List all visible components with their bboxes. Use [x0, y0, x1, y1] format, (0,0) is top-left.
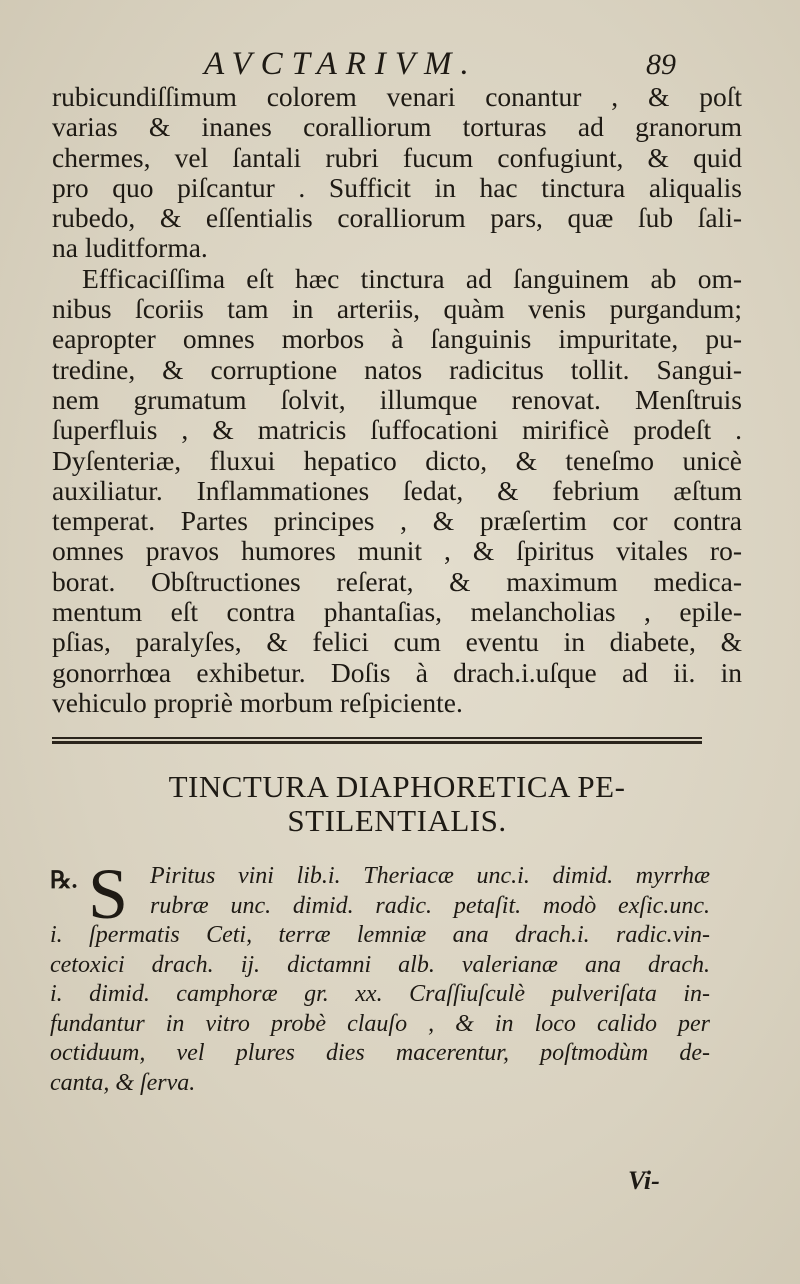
rule-thick — [52, 741, 702, 744]
recipe-line: canta, & ſerva. — [50, 1069, 196, 1096]
recipe-line: fundantur in vitro probè clauſo , & in loco calido per — [50, 1010, 710, 1037]
section-title-line: TINCTURA DIAPHORETICA PE- — [168, 769, 626, 804]
text-line: nem grumatum ſolvit, illumque renovat. Menſtruis — [52, 383, 742, 415]
drop-cap: S — [88, 854, 129, 934]
text-line: rubedo, & eſſentialis coralliorum pars, quæ ſub ſali- — [52, 202, 742, 234]
section-divider-rule — [52, 737, 702, 743]
text-line: auxiliatur. Inflammationes ſedat, & febrium æſtum — [52, 474, 742, 506]
section-title — [52, 770, 742, 838]
rule-thin — [52, 737, 702, 739]
recipe-line: cetoxici drach. ij. dictamni alb. valerianæ ana drach. — [50, 951, 710, 978]
text-line: gonorrhœa exhibetur. Doſis à drach.i.uſque ad ii. in — [52, 656, 742, 688]
text-line: nibus ſcoriis tam in arteriis, quàm venis purgandum; — [52, 293, 742, 325]
text-line: tredine, & corruptione natos radicitus tollit. Sangui- — [52, 353, 742, 385]
text-line: chermes, vel ſantali rubri fucum confugiunt, & quid — [52, 141, 742, 173]
text-line: vehiculo propriè morbum reſpiciente. — [52, 686, 463, 718]
recipe-symbol: ℞. — [50, 868, 78, 894]
recipe-line: Piritus vini lib.i. Theriacæ unc.i. dimid. myrrhæ — [150, 863, 710, 889]
recipe-line: i. dimid. camphoræ gr. xx. Craſſiuſculè pulveriſata in- — [50, 981, 710, 1007]
text-line: pſias, paralyſes, & felici cum eventu in diabete, & — [52, 626, 742, 658]
text-line: borat. Obſtructiones reſerat, & maximum medica- — [52, 565, 742, 597]
page-number: 89 — [646, 48, 676, 81]
running-head: AVCTARIVM. — [204, 46, 478, 82]
text-line: mentum eſt contra phantaſias, melancholias , epile- — [52, 596, 742, 628]
text-line: pro quo piſcantur . Sufficit in hac tinctura aliqualis — [52, 171, 742, 203]
text-line: Dyſenteriæ, fluxui hepatico dicto, & teneſmo unicè — [52, 444, 742, 476]
text-line: Efficaciſſima eſt hæc tinctura ad ſanguinem ab om- — [82, 262, 742, 294]
recipe-text — [50, 854, 710, 1098]
text-line: eapropter omnes morbos à ſanguinis impuritate, pu- — [52, 323, 742, 355]
section-title-line: STILENTIALIS. — [287, 803, 507, 838]
text-line: temperat. Partes principes , & præſertim cor contra — [52, 505, 742, 537]
body-text — [52, 82, 742, 718]
text-line: na luditforma. — [52, 232, 208, 264]
recipe-line: octiduum, vel plures dies macerentur, poſtmodùm de- — [50, 1040, 710, 1066]
text-line: ſuperfluis , & matricis ſuffocationi mirificè prodeſt . — [52, 414, 742, 446]
text-line: rubicundiſſimum colorem venari conantur , & poſt — [52, 81, 742, 112]
recipe-line: i. ſpermatis Ceti, terræ lemniæ ana drach.i. radic.vin- — [50, 922, 710, 948]
catchword: Vi- — [628, 1166, 660, 1195]
recipe-line: rubræ unc. dimid. radic. petaſit. modò exſic.unc. — [150, 892, 710, 919]
text-line: varias & inanes coralliorum torturas ad granorum — [52, 111, 742, 143]
text-line: omnes pravos humores munit , & ſpiritus vitales ro- — [52, 535, 742, 567]
